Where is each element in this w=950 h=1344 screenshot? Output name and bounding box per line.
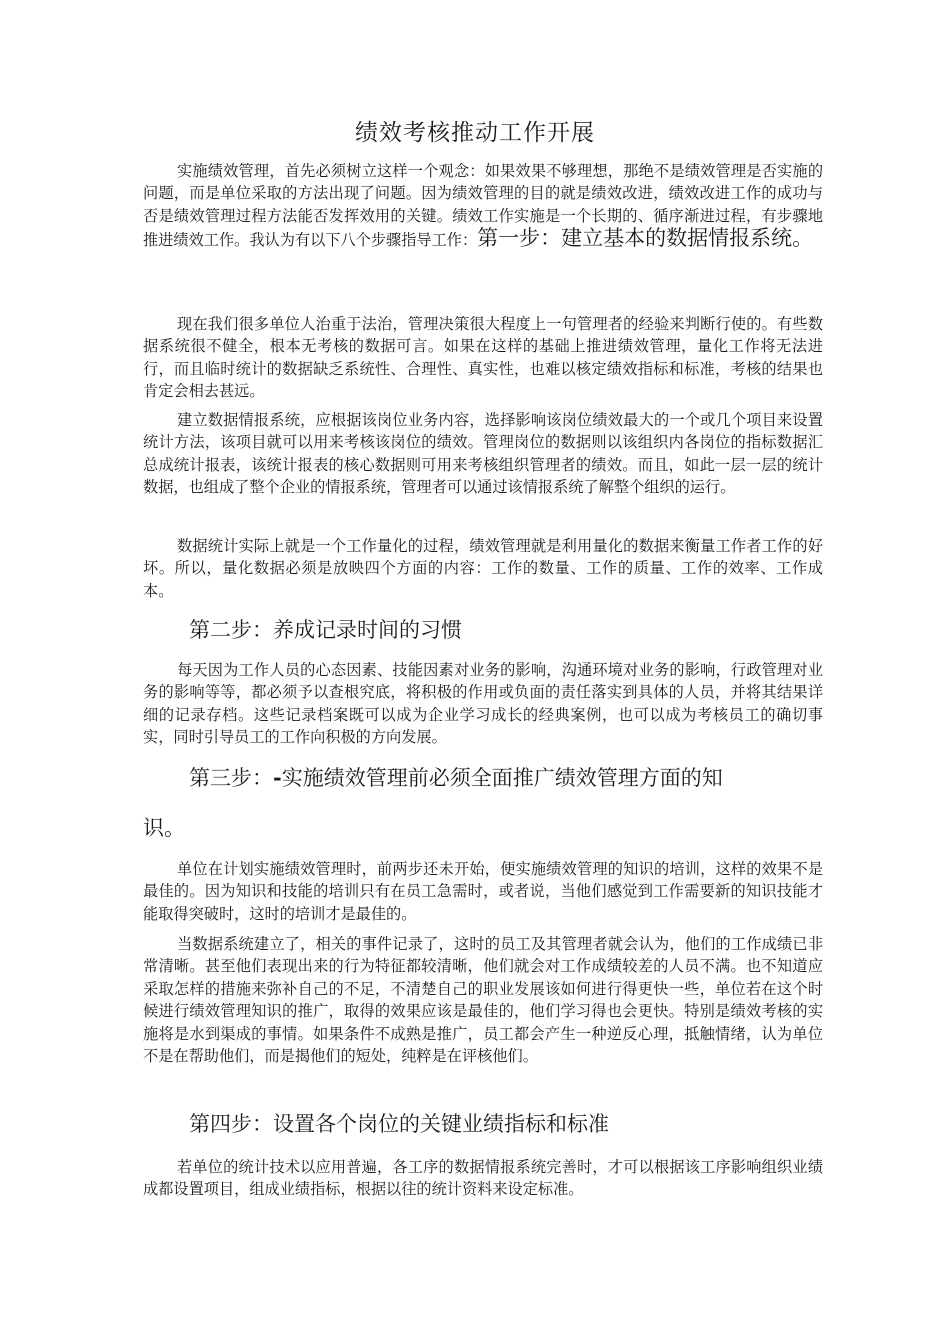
step4-heading: 第四步：设置各个岗位的关键业绩指标和标准 (189, 1112, 609, 1136)
section3-paragraph-1: 单位在计划实施绩效管理时，前两步还未开始，便实施绩效管理的知识的培训，这样的效果不是最佳的。因为知识和技能的培训只有在员工急需时，或者说，当他们感觉到工作需要新的知识技能才能取得突破时，这时的培训才是最佳的。 (143, 860, 823, 923)
step1-heading-inline: 第一步：建立基本的数据情报系统。 (477, 226, 814, 251)
step3-heading-main: 实施绩效管理前必须全面推广绩效管理方面的知 (281, 766, 723, 790)
document-title: 绩效考核推动工作开展 (355, 120, 595, 146)
section1-paragraph-2: 建立数据情报系统，应根据该岗位业务内容，选择影响该岗位绩效最大的一个或几个项目来设置统计方法，该项目就可以用来考核该岗位的绩效。管理岗位的数据则以该组织内各岗位的指标数据汇总成统计报表，该统计报表的核心数据则可用来考核组织管理者的绩效。而且，如此一层一层的统计数据，也组成了整个企业的情报系统，管理者可以通过该情报系统了解整个组织的运行。 (143, 411, 823, 497)
step2-heading: 第二步：养成记录时间的习惯 (189, 618, 462, 642)
section1-paragraph-1: 现在我们很多单位人治重于法治，管理决策很大程度上一句管理者的经验来判断行使的。有些数据系统很不健全，根本无考核的数据可言。如果在这样的基础上推进绩效管理，量化工作将无法进行，而且临时统计的数据缺乏系统性、合理性、真实性，也难以核定绩效指标和标准，考核的结果也肯定会相去甚远。 (143, 315, 823, 401)
section3-paragraph-2: 当数据系统建立了，相关的事件记录了，这时的员工及其管理者就会认为，他们的工作成绩已非常清晰。甚至他们表现出来的行为特征都较清晰，他们就会对工作成绩较差的人员不满。也不知道应采取怎样的措施来弥补自己的不足，不清楚自己的职业发展该如何进行得更快一些，单位若在这个时候进行绩效管理知识的推广，取得的效果应该是最佳的，他们学习得也会更快。特别是绩效考核的实施将是水到渠成的事情。如果条件不成熟是推广，员工都会产生一种逆反心理，抵触情绪，认为单位不是在帮助他们，而是揭他们的短处，纯粹是在评核他们。 (143, 935, 823, 1066)
step3-heading-continuation: 识。 (143, 816, 185, 840)
section2-paragraph-1: 每天因为工作人员的心态因素、技能因素对业务的影响，沟通环境对业务的影响，行政管理对业务的影响等等，都必须予以查根究底，将积极的作用或负面的责任落实到具体的人员，并将其结果详细的记录存档。这些记录档案既可以成为企业学习成长的经典案例，也可以成为考核员工的确切事实，同时引导员工的工作向积极的方向发展。 (143, 661, 823, 747)
step3-heading-dash: - (273, 765, 282, 790)
intro-paragraph (143, 160, 823, 252)
section4-paragraph-1: 若单位的统计技术以应用普遍，各工序的数据情报系统完善时，才可以根据该工序影响组织业绩成都设置项目，组成业绩指标，根据以往的统计资料来设定标准。 (143, 1158, 823, 1199)
section1-paragraph-3: 数据统计实际上就是一个工作量化的过程，绩效管理就是利用量化的数据来衡量工作者工作的好坏。所以，量化数据必须是放映四个方面的内容：工作的数量、工作的质量、工作的效率、工作成本。 (143, 537, 823, 600)
step3-heading-prefix: 第三步： (189, 766, 273, 790)
step3-heading (189, 764, 723, 792)
intro-text: 实施绩效管理，首先必须树立这样一个观念：如果效果不够理想，那绝不是绩效管理是否实施的问题，而是单位采取的方法出现了问题。因为绩效管理的目的就是绩效改进，绩效改进工作的成功与否是绩效管理过程方法能否发挥效用的关键。绩效工作实施是一个长期的、循序渐进过程，有步骤地推进绩效工作。我认为有以下八个步骤指导工作： (143, 162, 823, 250)
